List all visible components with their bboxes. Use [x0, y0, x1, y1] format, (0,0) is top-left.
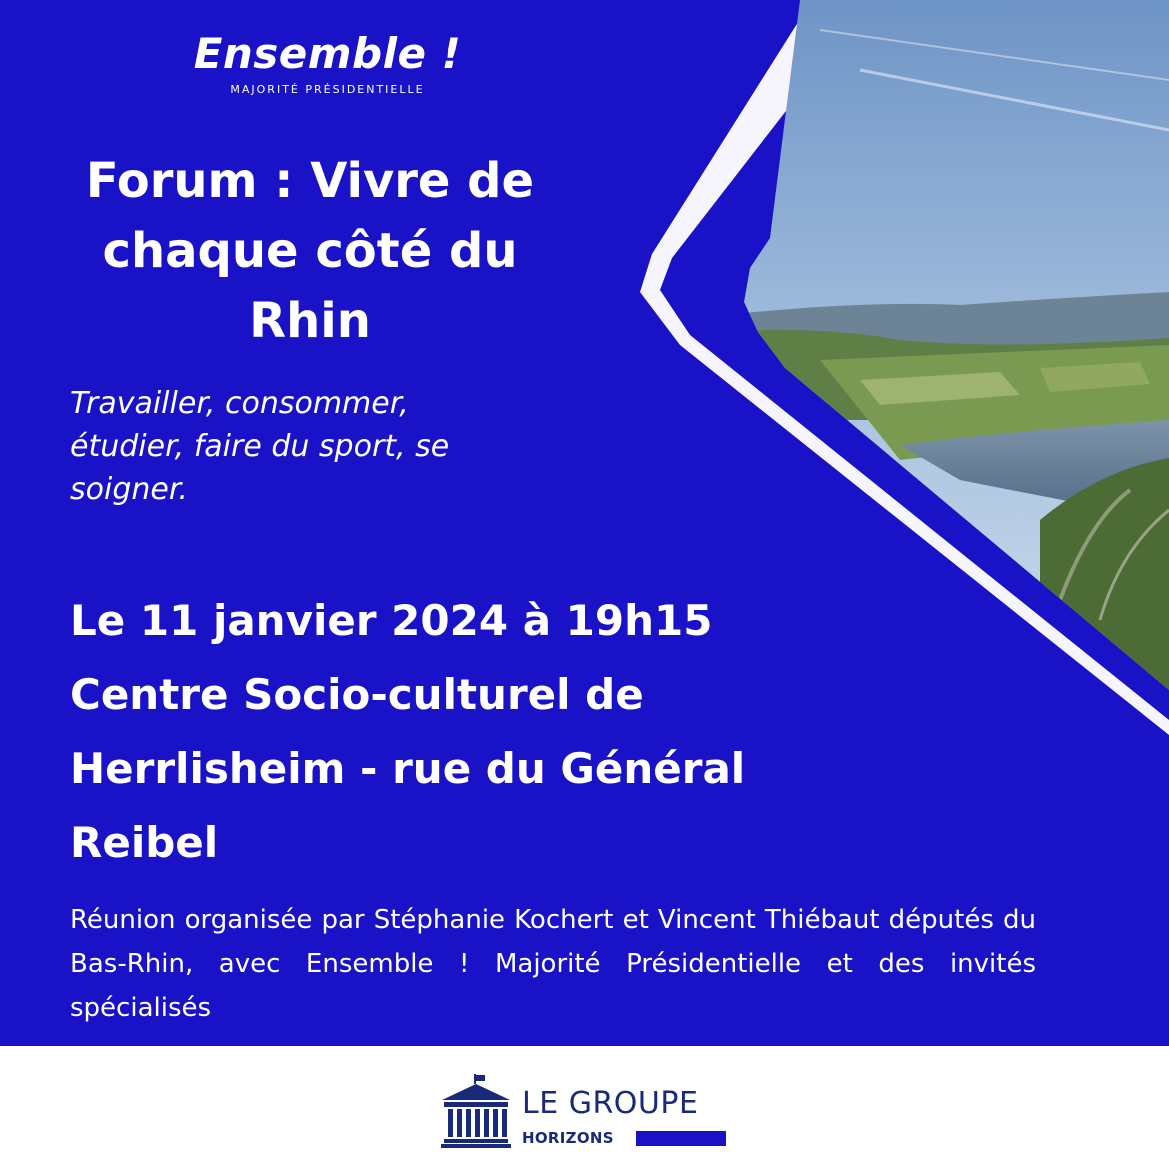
footer-group-label: LE GROUPE — [522, 1086, 699, 1121]
event-venue-line: Centre Socio-culturel de — [70, 670, 644, 719]
parliament-building-icon — [440, 1074, 512, 1148]
event-date-time: Le 11 janvier 2024 à 19h15 — [70, 596, 713, 645]
footer-horizons-label: HORIZONS — [522, 1129, 614, 1147]
forum-title — [40, 146, 580, 356]
event-venue-line: Reibel — [70, 818, 219, 867]
forum-subtitle — [70, 382, 540, 511]
event-details — [70, 584, 890, 880]
subtitle-line: étudier, faire du sport, se — [70, 429, 450, 464]
logo-name: Ensemble ! — [193, 29, 462, 78]
subtitle-line: soigner. — [70, 472, 188, 507]
footer-blue-bar — [636, 1131, 726, 1146]
ensemble-logo — [150, 28, 505, 98]
logo-tagline: MAJORITÉ PRÉSIDENTIELLE — [230, 83, 425, 96]
subtitle-line: Travailler, consommer, — [70, 386, 409, 421]
horizons-group-logo — [440, 1072, 740, 1152]
title-line: chaque côté du — [102, 223, 518, 279]
title-line: Rhin — [249, 293, 371, 349]
title-line: Forum : Vivre de — [85, 153, 535, 209]
event-venue-line: Herrlisheim - rue du Général — [70, 744, 746, 793]
organizer-text: Réunion organisée par Stéphanie Kochert et Vincent Thiébaut députés du Bas-Rhin, avec Ensemble ! Majorité Présidentielle et des invités spécialisés — [70, 905, 1036, 1023]
